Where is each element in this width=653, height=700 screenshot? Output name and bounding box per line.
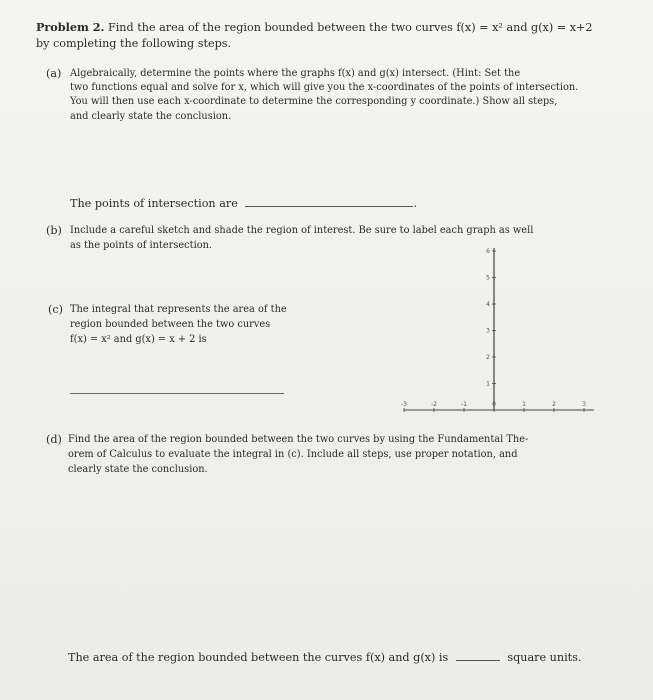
part-a-line4: and clearly state the conclusion. [70,111,232,122]
area-prompt: The area of the region bounded between the curves f(x) and g(x) is [68,651,449,664]
y-tick-label: 1 [486,380,490,388]
part-c-line1: The integral that represents the area of the [70,304,287,315]
x-tick-label: 1 [522,401,526,408]
problem-intro-line1 [36,20,593,36]
x-tick-label: 0 [492,401,496,408]
part-c-line3: f(x) = x² and g(x) = x + 2 is [70,334,207,345]
problem-intro-line2: by completing the following steps. [36,37,232,50]
part-a-line1: Algebraically, determine the points where the graphs f(x) and g(x) intersect. (Hint: Set the [70,68,521,79]
part-b-line2: as the points of intersection. [70,240,213,251]
x-tick-label: -2 [431,401,437,408]
intersection-prompt: The points of intersection are [70,197,238,210]
part-d-line2: orem of Calculus to evaluate the integral in (c). Include all steps, use proper notation, and [68,449,518,460]
intersection-answer-blank[interactable] [245,205,413,207]
y-tick-label: 3 [486,327,490,335]
x-tick-label: -1 [461,401,467,408]
y-tick-label: 5 [486,274,490,282]
problem-intro-text: Find the area of the region bounded between the two curves f(x) = x² and g(x) = x+2 [107,21,593,34]
part-c-line2: region bounded between the two curves [70,319,271,330]
area-answer-line [68,650,581,666]
part-d-line1: Find the area of the region bounded between the two curves by using the Fundamental The- [68,434,529,445]
y-tick-label: 6 [486,248,490,255]
x-tick-label: -3 [401,401,407,408]
area-suffix: square units. [507,651,582,664]
part-a-line3: You will then use each x-coordinate to determine the corresponding y coordinate.) Show all steps, [70,96,558,107]
x-tick-label: 3 [582,401,586,408]
problem-title: Problem 2. [36,20,105,34]
part-a-label: (a) [46,67,62,80]
y-tick-label: 4 [486,301,490,308]
intersection-answer-line: The points of intersection are . [70,197,417,210]
area-answer-blank[interactable] [456,659,500,661]
sketch-graph[interactable] [372,242,604,428]
x-tick-label: 2 [552,401,556,408]
part-c-label: (c) [48,303,63,316]
integral-answer-blank[interactable] [70,393,284,394]
part-d-line3: clearly state the conclusion. [68,464,208,475]
y-tick-label: 2 [486,354,490,361]
part-b-line1: Include a careful sketch and shade the region of interest. Be sure to label each graph as well [70,225,534,236]
part-a-line2: two functions equal and solve for x, which will give you the x-coordinates of the points of intersection. [70,82,579,93]
part-b-label: (b) [46,224,62,237]
part-d-label: (d) [46,433,62,446]
